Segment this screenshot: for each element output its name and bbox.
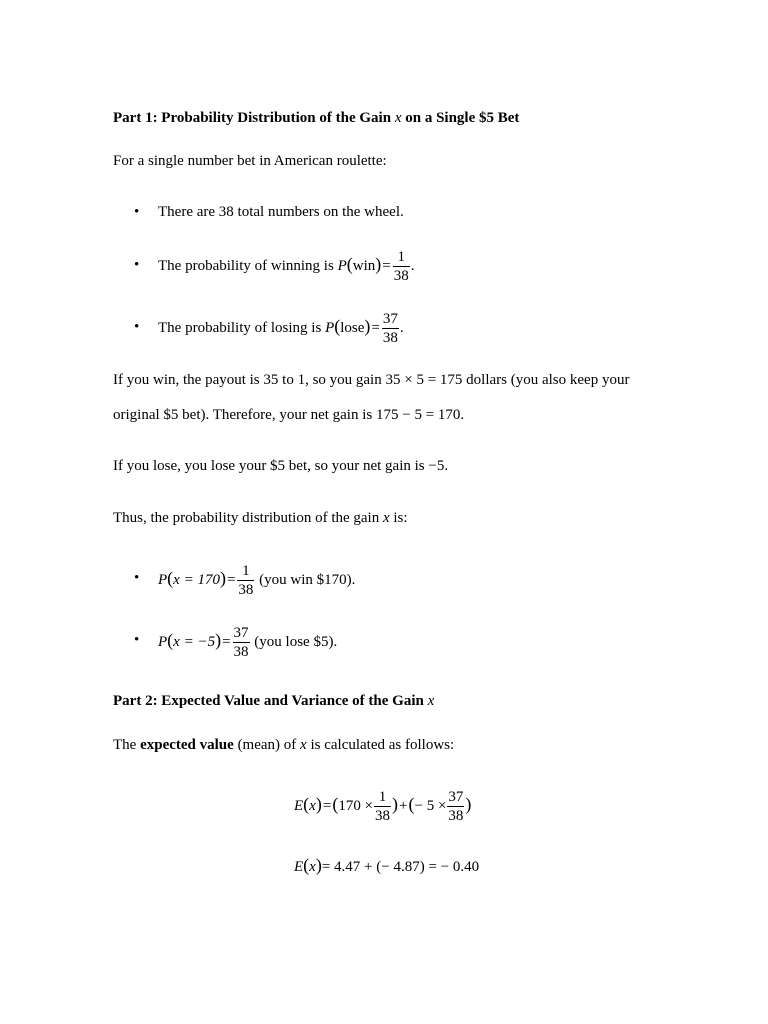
lose-paragraph: If you lose, you lose your $5 bet, so your net gain is −5. — [113, 458, 449, 474]
bullet-dot: • — [134, 570, 140, 586]
fraction-win: $\frac{1}{38}$ — [393, 249, 409, 285]
fraction-win: $\frac{1}{38}$ — [375, 789, 391, 825]
intro-text: For a single number bet in American roulette: — [113, 153, 387, 169]
part2-heading: Part 2: Expected Value and Variance of the Gain x — [113, 693, 435, 709]
distribution-lose: P(x = −5)= $\frac{37}{38}$ (you lose $5). — [158, 625, 338, 661]
fraction-lose: $\frac{37}{38}$ — [233, 625, 249, 661]
win-paragraph-line2: original $5 bet). Therefore, your net gain is 175 − 5 = 170. — [113, 407, 465, 423]
win-paragraph-line1: If you win, the payout is 35 to 1, so you gain 35 × 5 = 175 dollars (you also keep your — [113, 372, 630, 388]
bullet-dot: • — [134, 257, 140, 273]
expected-value-intro: The expected value (mean) of x is calculated as follows: — [113, 737, 455, 753]
bullet-dot: • — [134, 319, 140, 335]
bullet-dot: • — [134, 204, 140, 220]
thus-paragraph: Thus, the probability distribution of the gain x is: — [113, 510, 408, 526]
distribution-win: P(x = 170)= $\frac{1}{38}$ (you win $170). — [158, 563, 356, 599]
fraction-lose: $\frac{37}{38}$ — [448, 789, 464, 825]
bullet-total-numbers: There are 38 total numbers on the wheel. — [158, 204, 404, 220]
expected-value-result: E(x)= 4.47 + (− 4.87) = − 0.40 — [294, 855, 480, 875]
bullet-win-probability: The probability of winning is P(win)= $\frac{1}{38}$ . — [158, 249, 415, 285]
fraction-win: $\frac{1}{38}$ — [238, 563, 254, 599]
part1-heading: Part 1: Probability Distribution of the Gain x on a Single $5 Bet — [113, 110, 520, 126]
expected-value-equation: E(x)=(170 × $\frac{1}{38}$ )+(− 5 × $\frac{37}{38}$ ) — [294, 789, 472, 825]
fraction-lose: $\frac{37}{38}$ — [382, 311, 398, 347]
bullet-dot: • — [134, 632, 140, 648]
bullet-lose-probability: The probability of losing is P(lose)= $\frac{37}{38}$ . — [158, 311, 404, 347]
